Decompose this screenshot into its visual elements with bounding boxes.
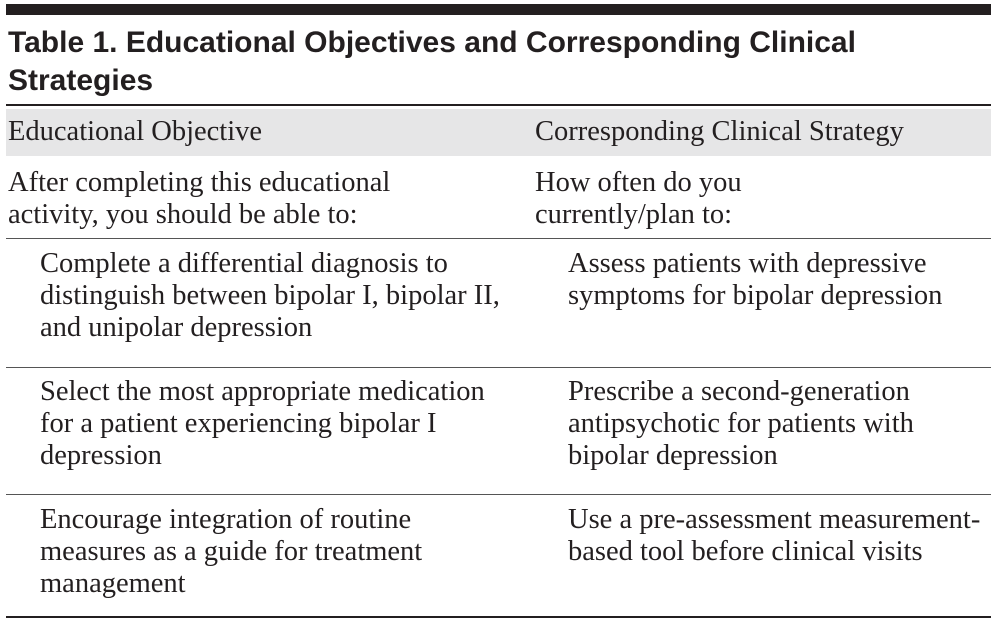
top-rule: [6, 4, 991, 15]
row-3-strategy: Use a pre-assessment measurement-based tool before clinical visits: [568, 504, 981, 567]
bottom-rule: [6, 616, 991, 618]
row-1-strategy: Assess patients with depressive symptoms for bipolar depression: [568, 248, 943, 311]
row-1-objective: Complete a differential diagnosis to distinguish between bipolar I, bipolar II, and unipolar depression: [40, 248, 500, 343]
header-strategy: Corresponding Clinical Strategy: [535, 116, 904, 147]
intro-strategy: How often do you currently/plan to:: [535, 167, 742, 230]
row-2-strategy: Prescribe a second-generation antipsychotic for patients with bipolar depression: [568, 376, 914, 471]
row-divider: [6, 367, 991, 368]
intro-objective: After completing this educational activity, you should be able to:: [8, 167, 391, 230]
row-2-objective: Select the most appropriate medication for a patient experiencing bipolar I depression: [40, 376, 485, 471]
header-objective: Educational Objective: [8, 116, 263, 147]
row-3-objective: Encourage integration of routine measures as a guide for treatment management: [40, 504, 423, 599]
row-divider: [6, 238, 991, 239]
table-title: Table 1. Educational Objectives and Corresponding Clinical Strategies: [8, 26, 856, 97]
title-rule: [6, 104, 991, 106]
row-divider: [6, 494, 991, 495]
